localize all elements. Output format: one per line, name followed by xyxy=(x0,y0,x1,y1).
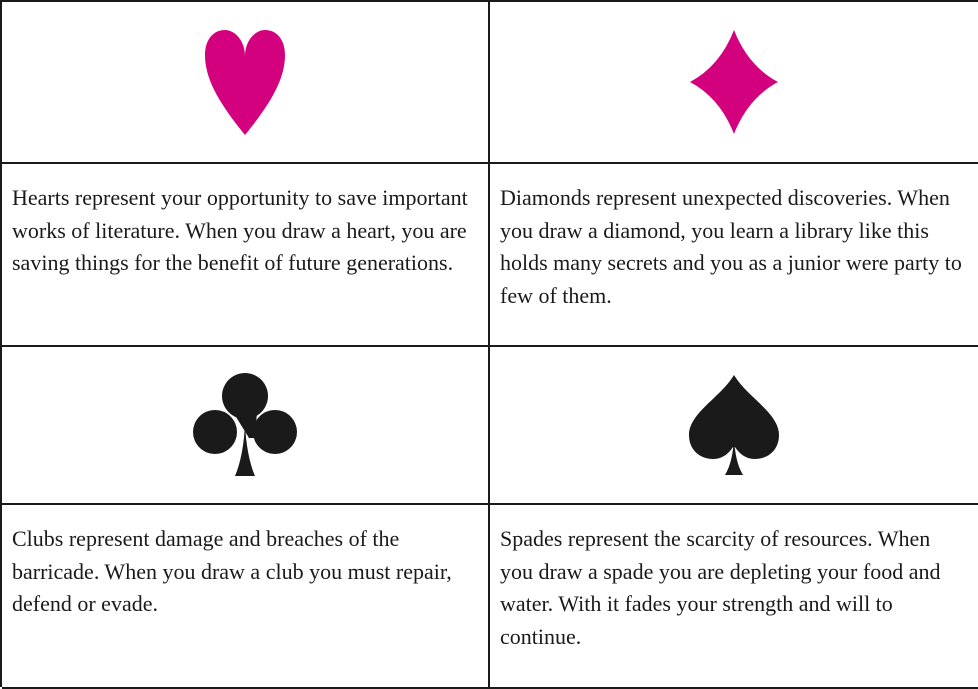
clubs-description: Clubs represent damage and breaches of the barricade. When you draw a club you must repair, defend or evade. xyxy=(12,526,452,616)
heart-icon xyxy=(205,27,285,137)
club-cell xyxy=(2,347,490,505)
spades-description: Spades represent the scarcity of resources. When you draw a spade you are depleting your food and water. With it fades your strength and will to continue. xyxy=(500,526,941,649)
spade-cell xyxy=(490,347,978,505)
diamond-cell xyxy=(490,2,978,164)
heart-cell xyxy=(2,2,490,164)
heart-shape xyxy=(205,30,285,135)
spade-icon xyxy=(689,373,779,477)
diamonds-description-cell xyxy=(490,164,978,347)
diamond-icon xyxy=(688,28,780,136)
diamond-shape xyxy=(690,30,778,134)
club-shape xyxy=(193,373,297,476)
club-icon xyxy=(193,372,297,478)
spade-shape xyxy=(689,375,779,475)
hearts-description-cell xyxy=(2,164,490,347)
hearts-description: Hearts represent your opportunity to save important works of literature. When you draw a heart, you are saving things for the benefit of future generations. xyxy=(12,185,468,275)
spades-description-cell xyxy=(490,505,978,689)
clubs-description-cell xyxy=(2,505,490,689)
diamonds-description: Diamonds represent unexpected discoveries. When you draw a diamond, you learn a library like this holds many secrets and you as a junior were party to few of them. xyxy=(500,185,962,308)
